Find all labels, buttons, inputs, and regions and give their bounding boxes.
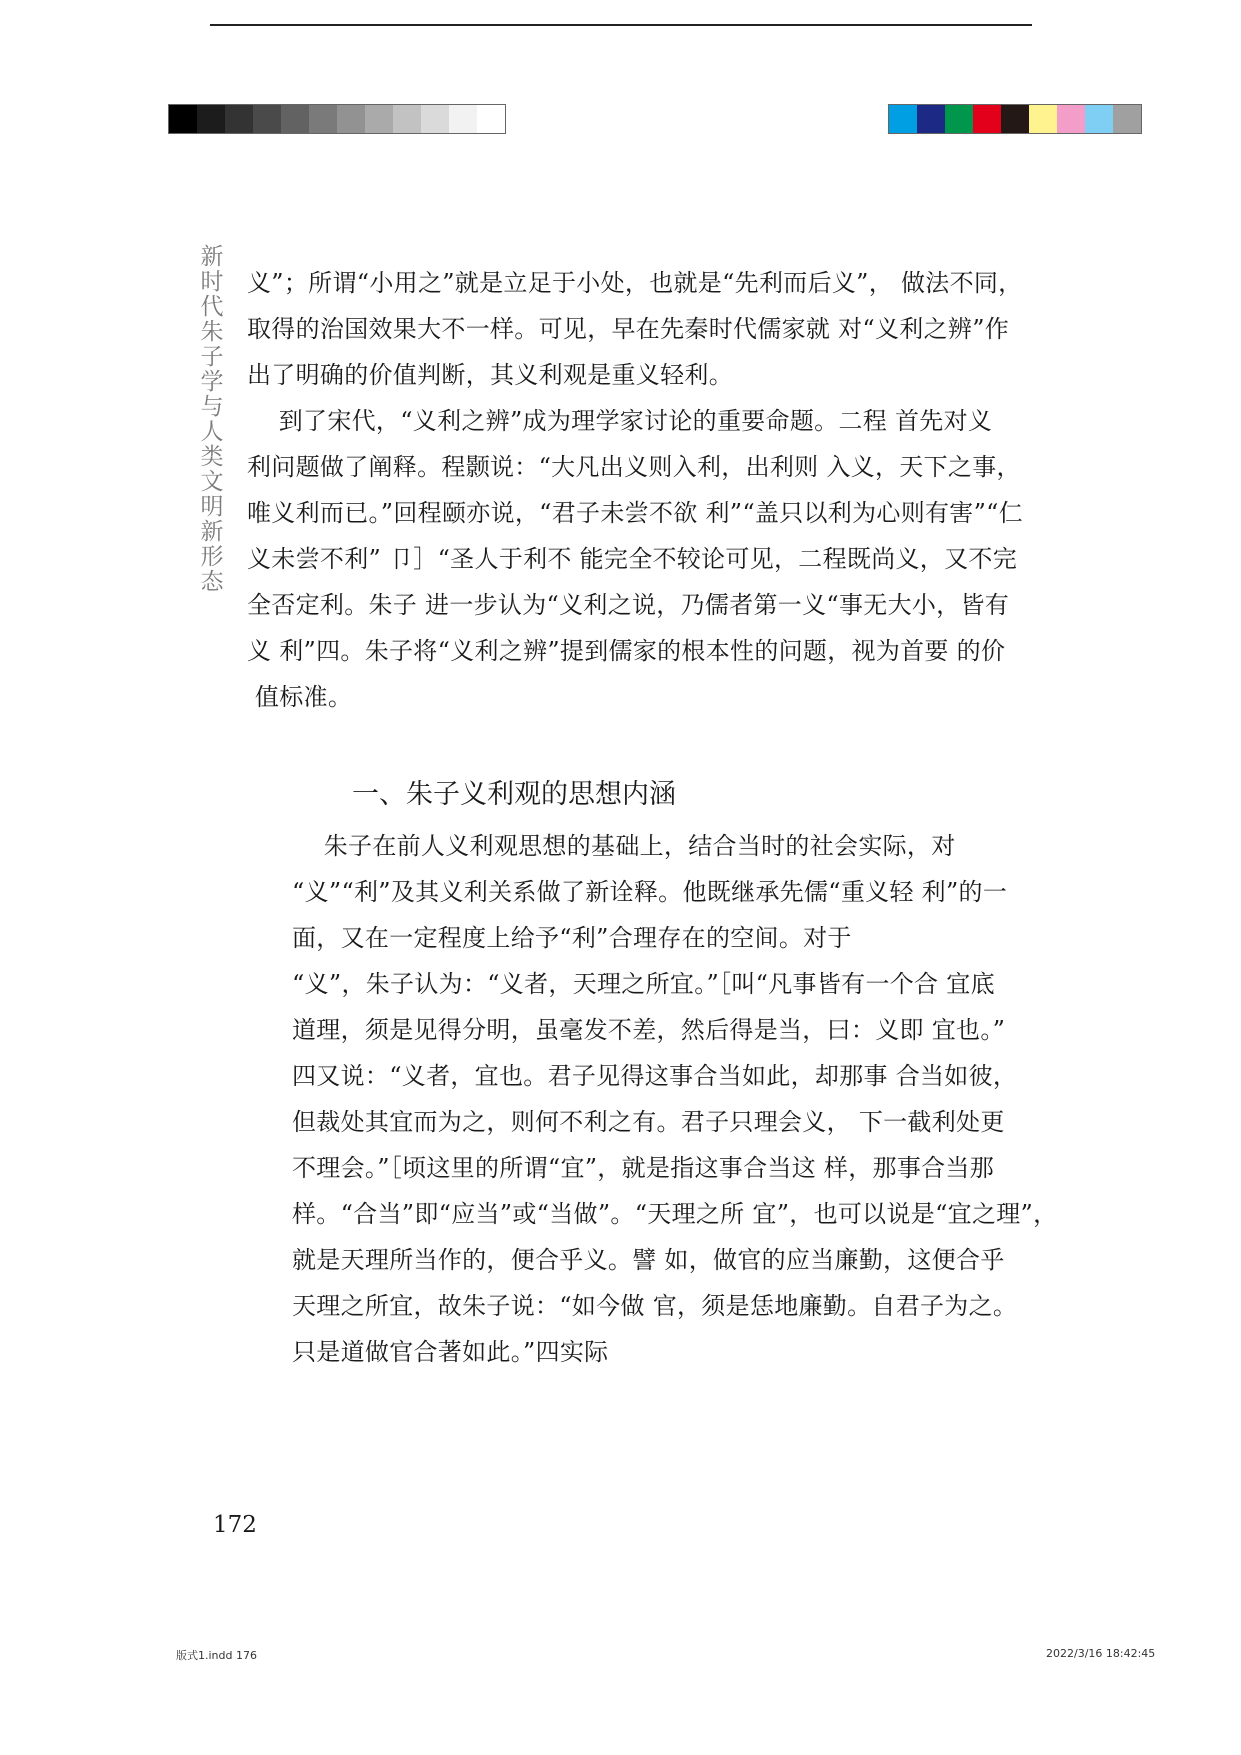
page-number: 172: [213, 1512, 257, 1538]
section-body: [292, 823, 1057, 1375]
text-line: 到了宋代，“义利之辨”成为理学家讨论的重要命题。二程 首先对义: [247, 407, 993, 435]
text-line: 面，又在一定程度上给予“利”合理存在的空间。对于: [292, 924, 852, 952]
text-line: 就是天理所当作的，便合乎义。譬 如，做官的应当廉勤，这便合乎: [292, 1246, 1005, 1274]
gray-swatch-6: [337, 105, 365, 133]
running-header-vertical-title: 新时代朱子学与人类文明新形态: [200, 244, 224, 595]
gray-swatch-7: [365, 105, 393, 133]
color-swatch-1: [917, 105, 945, 133]
intro-paragraphs: [247, 260, 1023, 720]
color-swatch-4: [1001, 105, 1029, 133]
text-line: 四又说：“义者，宜也。君子见得这事合当如此，却那事 合当如彼，: [292, 1062, 1018, 1090]
color-calibration-bar: [888, 104, 1142, 134]
color-swatch-2: [945, 105, 973, 133]
text-line: 取得的治国效果大不一样。可见，早在先秦时代儒家就 对“义利之辨”作: [247, 315, 1010, 343]
text-line: 义 利”四。朱子将“义利之辨”提到儒家的根本性的问题，视为首要 的价: [247, 637, 1006, 665]
gray-swatch-2: [225, 105, 253, 133]
gray-swatch-0: [169, 105, 197, 133]
grayscale-calibration-bar: [168, 104, 506, 134]
text-line: “义”“利”及其义利关系做了新诠释。他既继承先儒“重义轻 利”的一: [292, 878, 1008, 906]
text-line: 道理，须是见得分明，虽毫发不差，然后得是当，曰：义即 宜也。”: [292, 1016, 1006, 1044]
text-line: 不理会。”［顷这里的所谓“宜”，就是指这事合当这 样，那事合当那: [292, 1154, 995, 1182]
color-swatch-0: [889, 105, 917, 133]
text-line: 唯义利而已。”回程颐亦说，“君子未尝不欲 利”“盖只以利为心则有害”“仁: [247, 499, 1024, 527]
text-line: 出了明确的价值判断，其义利观是重义轻利。: [247, 361, 733, 389]
gray-swatch-3: [253, 105, 281, 133]
text-line: “义”，朱子认为：“义者，天理之所宜。”［叫“凡事皆有一个合 宜底: [292, 970, 995, 998]
text-line: 样。“合当”即“应当”或“当做”。“天理之所 宜”，也可以说是“宜之理”，: [292, 1200, 1058, 1228]
section-heading: 一、朱子义利观的思想内涵: [352, 779, 676, 810]
color-swatch-5: [1029, 105, 1057, 133]
text-line: 义未尝不利” 卩］“圣人于利不 能完全不较论可见，二程既尚义，又不完: [247, 545, 1017, 573]
footer-file-info: 版式1.indd 176: [176, 1649, 257, 1662]
footer-timestamp: 2022/3/16 18:42:45: [1046, 1647, 1156, 1660]
gray-swatch-8: [393, 105, 421, 133]
gray-swatch-1: [197, 105, 225, 133]
text-line: 值标准。: [247, 683, 353, 711]
text-line: 朱子在前人义利观思想的基础上，结合当时的社会实际，对: [292, 832, 956, 860]
color-swatch-7: [1085, 105, 1113, 133]
text-line: 天理之所宜，故朱子说：“如今做 官，须是恁地廉勤。自君子为之。: [292, 1292, 1018, 1320]
color-swatch-3: [973, 105, 1001, 133]
gray-swatch-5: [309, 105, 337, 133]
text-line: 全否定利。朱子 进一步认为“义利之说，乃儒者第一义“事无大小，皆有: [247, 591, 1010, 619]
text-line: 义”；所谓“小用之”就是立足于小处，也就是“先利而后义”， 做法不同，: [247, 269, 1023, 297]
gray-swatch-9: [421, 105, 449, 133]
text-line: 但裁处其宜而为之，则何不利之有。君子只理会义， 下一截利处更: [292, 1108, 1005, 1136]
top-rule: [210, 24, 1032, 26]
gray-swatch-4: [281, 105, 309, 133]
color-swatch-8: [1113, 105, 1141, 133]
gray-swatch-10: [449, 105, 477, 133]
text-line: 只是道做官合著如此。”四实际: [292, 1338, 609, 1366]
text-line: 利问题做了阐释。程颢说：“大凡出义则入利，出利则 入义，天下之事，: [247, 453, 1021, 481]
color-swatch-6: [1057, 105, 1085, 133]
gray-swatch-11: [477, 105, 505, 133]
